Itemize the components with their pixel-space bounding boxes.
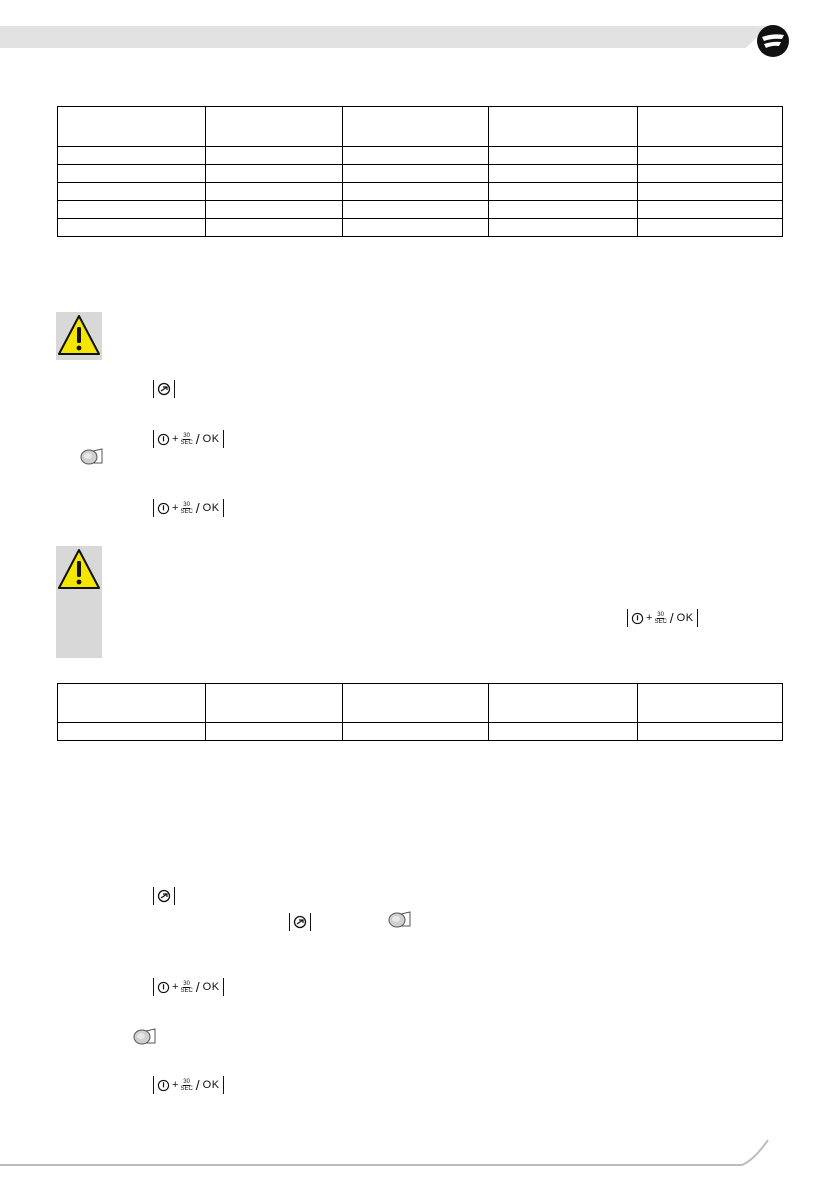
table-cell xyxy=(206,723,343,741)
table-header-cell xyxy=(206,684,343,723)
start-sec-ok-key: + $\frac{30}{\text{SEC}}$ / OK xyxy=(627,607,698,629)
table-cell xyxy=(343,147,489,165)
fan-key-icon xyxy=(293,915,307,929)
key-sec-bottom: SEC xyxy=(180,439,193,446)
key-30-sec xyxy=(180,981,192,994)
brand-logo-icon xyxy=(756,24,790,58)
key-ok: OK xyxy=(202,502,220,514)
table-cell xyxy=(343,183,489,201)
key-sec-top: 30 xyxy=(657,611,664,618)
key-plus: + xyxy=(172,981,179,993)
key-ok: OK xyxy=(202,433,220,445)
table-cell xyxy=(489,147,638,165)
key-sec-bottom: SEC xyxy=(180,1085,193,1092)
table-cell xyxy=(638,147,783,165)
rotary-knob-icon xyxy=(131,1027,157,1047)
table-header-row xyxy=(58,684,783,723)
table-cell xyxy=(489,201,638,219)
power-icon xyxy=(157,433,170,446)
table-cell xyxy=(206,147,343,165)
table-cell xyxy=(638,165,783,183)
table-cell xyxy=(638,183,783,201)
table-cell xyxy=(58,183,206,201)
key-ok: OK xyxy=(202,981,220,993)
start-sec-ok-key: + $\frac{30}{\text{SEC}}$ / OK xyxy=(153,497,224,519)
table-header-cell xyxy=(206,107,343,147)
table-cell xyxy=(489,723,638,741)
footer-rule xyxy=(0,1138,770,1166)
bottom-table xyxy=(57,683,783,741)
key-plus: + xyxy=(646,612,653,624)
key-sec-top: 30 xyxy=(183,980,190,987)
key-30-sec xyxy=(180,1079,192,1092)
warning-triangle-icon xyxy=(56,546,102,594)
table-cell xyxy=(343,723,489,741)
power-icon xyxy=(157,981,170,994)
table-header-cell xyxy=(343,107,489,147)
table-header-cell xyxy=(638,684,783,723)
table-cell xyxy=(343,165,489,183)
table-cell xyxy=(206,165,343,183)
table-header-cell xyxy=(638,107,783,147)
key-sec-top: 30 xyxy=(183,501,190,508)
table-header-cell xyxy=(489,684,638,723)
power-icon xyxy=(157,502,170,515)
key-sec-bottom: SEC xyxy=(180,987,193,994)
table-header-cell xyxy=(343,684,489,723)
table-row xyxy=(58,147,783,165)
table-header-row xyxy=(58,107,783,147)
key-sec-bottom: SEC xyxy=(180,508,193,515)
fan-key xyxy=(153,378,175,400)
table-cell xyxy=(206,219,343,237)
table-header-cell xyxy=(58,684,206,723)
table-row xyxy=(58,201,783,219)
table-cell xyxy=(58,201,206,219)
table-cell xyxy=(638,201,783,219)
fan-key-icon xyxy=(157,889,171,903)
table-cell xyxy=(343,219,489,237)
key-ok: OK xyxy=(676,612,694,624)
table-cell xyxy=(638,723,783,741)
table-cell xyxy=(58,219,206,237)
key-30-sec xyxy=(180,502,192,515)
warning-panel xyxy=(56,312,102,360)
start-sec-ok-key: + $\frac{30}{\text{SEC}}$ / OK xyxy=(153,976,224,998)
key-sec-top: 30 xyxy=(183,432,190,439)
table-cell xyxy=(489,165,638,183)
table-row xyxy=(58,165,783,183)
header-band xyxy=(0,26,768,48)
table-row xyxy=(58,183,783,201)
fan-key-icon xyxy=(157,382,171,396)
fan-key xyxy=(153,885,175,907)
table-cell xyxy=(58,723,206,741)
key-30-sec xyxy=(180,433,192,446)
key-sec-bottom: SEC xyxy=(654,618,667,625)
key-plus: + xyxy=(172,502,179,514)
fan-key xyxy=(289,911,311,933)
table-header-cell xyxy=(58,107,206,147)
table-cell xyxy=(58,165,206,183)
top-table xyxy=(57,106,783,237)
rotary-knob-icon xyxy=(386,910,412,930)
table-header-cell xyxy=(489,107,638,147)
key-30-sec xyxy=(654,612,666,625)
power-icon xyxy=(157,1079,170,1092)
table-cell xyxy=(638,219,783,237)
table-row xyxy=(58,723,783,741)
key-plus: + xyxy=(172,1079,179,1091)
power-icon xyxy=(631,612,644,625)
table-cell xyxy=(489,183,638,201)
table-cell xyxy=(489,219,638,237)
table-cell xyxy=(58,147,206,165)
rotary-knob-icon xyxy=(78,447,104,467)
table-cell xyxy=(206,201,343,219)
warning-triangle-icon xyxy=(56,312,102,360)
key-ok: OK xyxy=(202,1079,220,1091)
key-plus: + xyxy=(172,433,179,445)
table-cell xyxy=(343,201,489,219)
warning-panel xyxy=(56,546,102,658)
start-sec-ok-key: + $\frac{30}{\text{SEC}}$ / OK xyxy=(153,1074,224,1096)
table-cell xyxy=(206,183,343,201)
key-sec-top: 30 xyxy=(183,1078,190,1085)
start-sec-ok-key: + $\frac{30}{\text{SEC}}$ / OK xyxy=(153,428,224,450)
table-row xyxy=(58,219,783,237)
